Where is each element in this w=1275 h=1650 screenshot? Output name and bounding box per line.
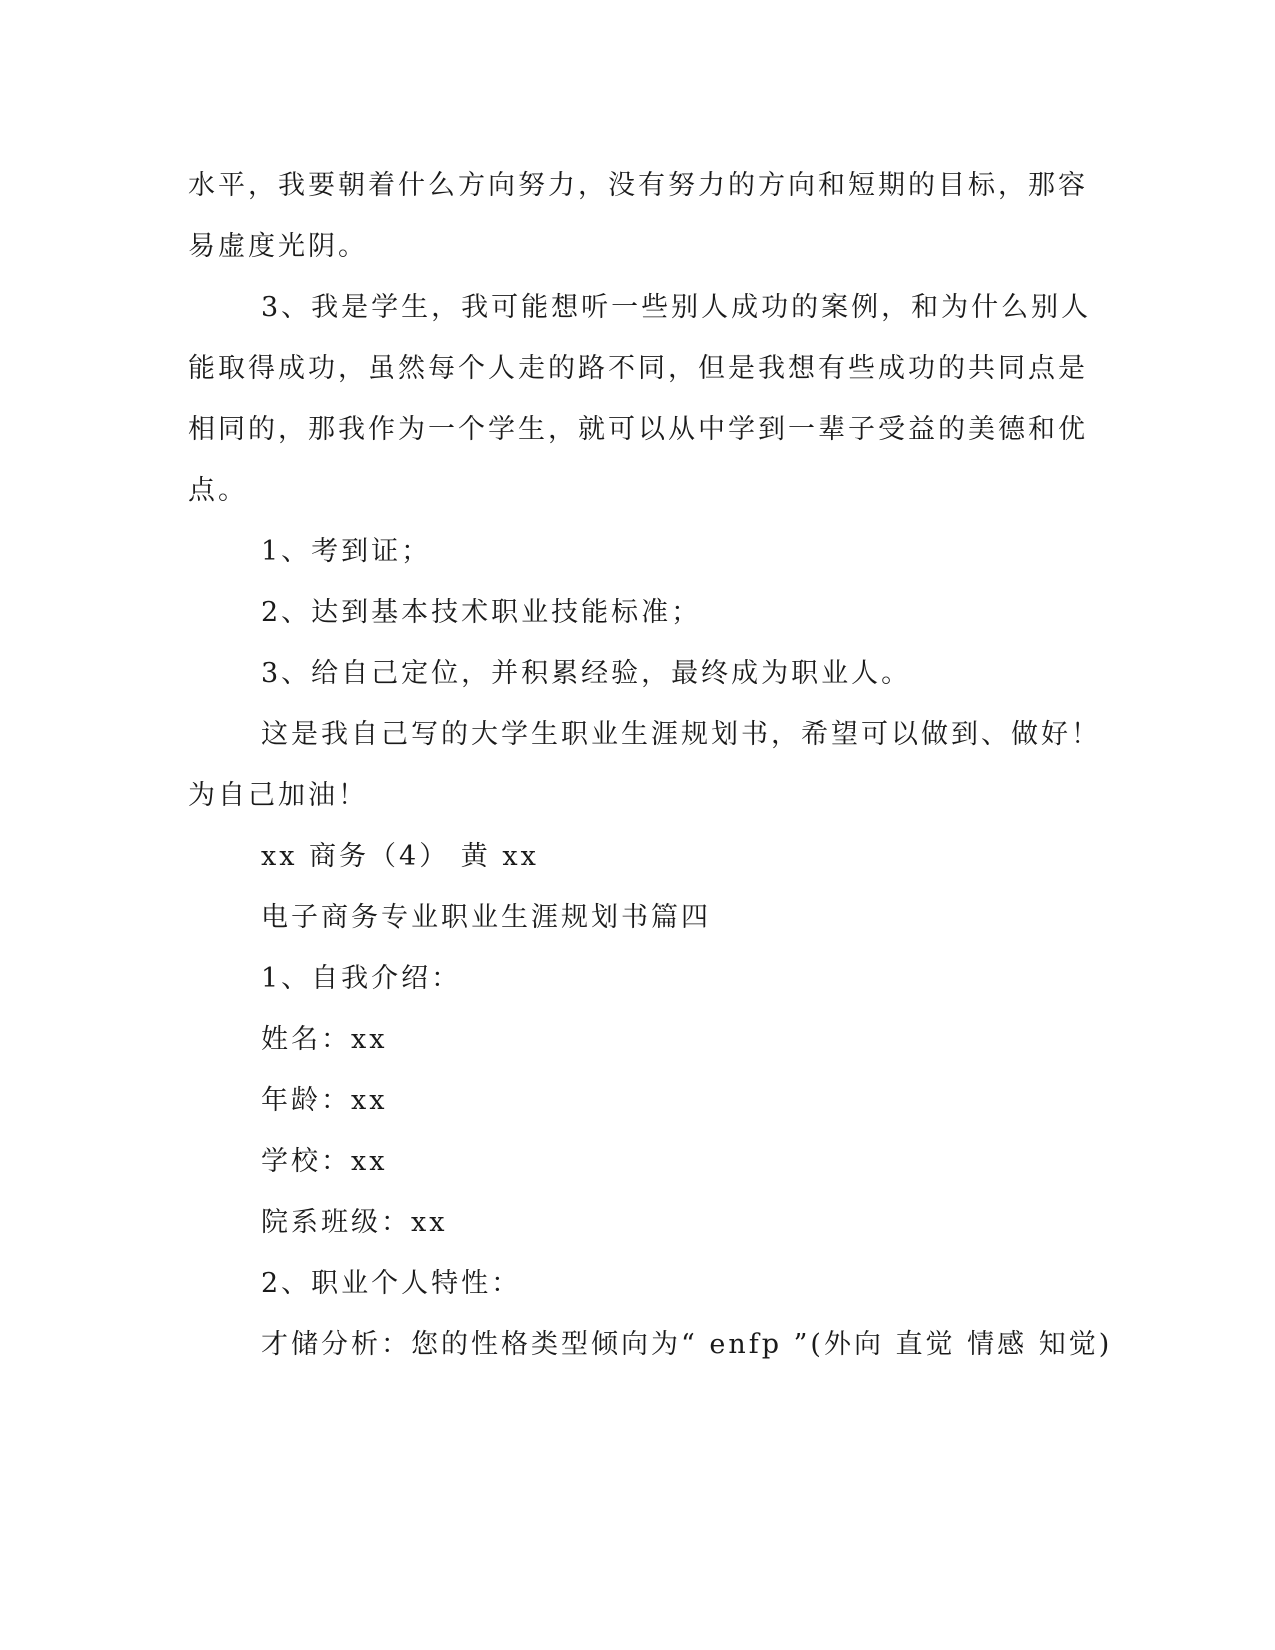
text-line: 为自己加油！ <box>188 780 368 811</box>
text-line: 姓名：xx <box>261 1024 388 1055</box>
section-heading <box>188 887 1068 948</box>
text-line: 能取得成功，虽然每个人走的路不同，但是我想有些成功的共同点是 <box>188 353 1088 384</box>
author-signature <box>188 826 1068 887</box>
text-line: 点。 <box>188 475 248 506</box>
text-line: 2、职业个人特性： <box>261 1268 522 1299</box>
paragraph <box>188 704 1101 826</box>
info-field-age <box>188 1070 1068 1131</box>
text-line: 1、考到证； <box>261 536 432 567</box>
text-line: 1、自我介绍： <box>261 963 462 994</box>
text-line: 电子商务专业职业生涯规划书篇四 <box>261 902 711 933</box>
list-item <box>188 521 1068 582</box>
info-field-name <box>188 1009 1068 1070</box>
text-line: 2、达到基本技术职业技能标准； <box>261 597 702 628</box>
text-line: 3、给自己定位，并积累经验，最终成为职业人。 <box>261 658 912 689</box>
text-line: 水平，我要朝着什么方向努力，没有努力的方向和短期的目标，那容 <box>188 170 1088 201</box>
text-line: 才储分析：您的性格类型倾向为“ enfp ”(外向 直觉 情感 知觉) <box>261 1329 1113 1360</box>
text-line: 年龄：xx <box>261 1085 388 1116</box>
text-line: xx 商务（4） 黄 xx <box>261 841 539 872</box>
paragraph <box>188 1314 1113 1375</box>
list-item <box>188 582 1068 643</box>
paragraph <box>188 277 1092 521</box>
list-item <box>188 948 1068 1009</box>
document-body <box>188 155 1113 1375</box>
text-line: 学校：xx <box>261 1146 388 1177</box>
list-item <box>188 643 1068 704</box>
info-field-department <box>188 1192 1068 1253</box>
text-line: 这是我自己写的大学生职业生涯规划书，希望可以做到、做好！ <box>261 719 1101 750</box>
text-line: 3、我是学生，我可能想听一些别人成功的案例，和为什么别人 <box>261 292 1092 323</box>
paragraph <box>188 155 1088 277</box>
info-field-school <box>188 1131 1068 1192</box>
list-item <box>188 1253 1068 1314</box>
text-line: 院系班级：xx <box>261 1207 448 1238</box>
text-line: 相同的，那我作为一个学生，就可以从中学到一辈子受益的美德和优 <box>188 414 1088 445</box>
text-line: 易虚度光阴。 <box>188 231 368 262</box>
